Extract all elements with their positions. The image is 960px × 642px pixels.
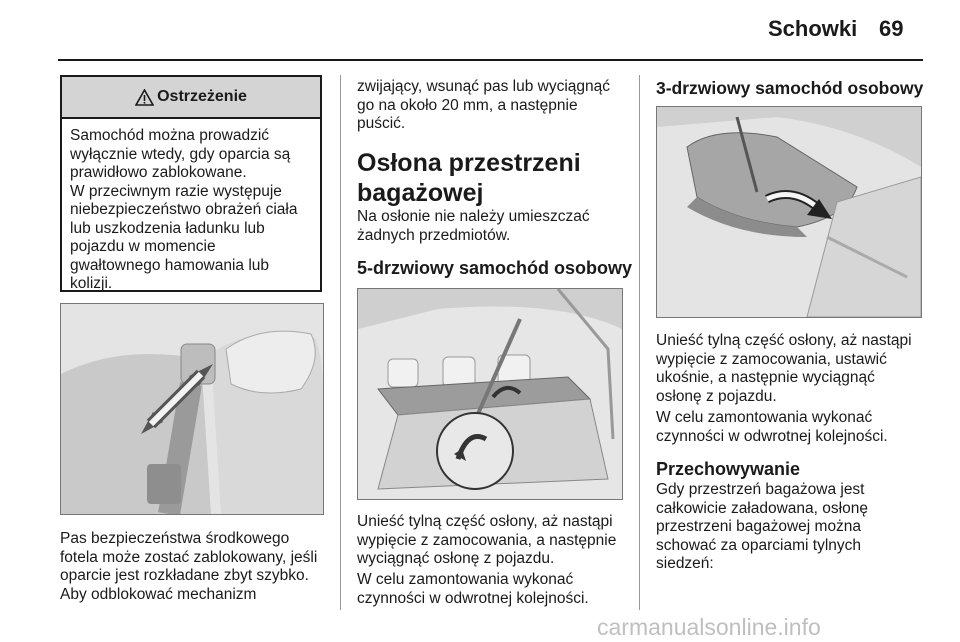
text-line: wypięcie z zamocowania, a następnie xyxy=(357,531,617,549)
text-line: W przeciwnym razie występuje xyxy=(70,182,282,200)
text-line: ukośnie, a następnie wyciągnąć xyxy=(656,369,875,386)
cargo-cover-5door-illustration xyxy=(357,288,623,500)
storage-heading: Przechowywanie xyxy=(656,459,801,479)
text-line: wyłącznie wtedy, gdy oparcia są xyxy=(70,145,291,163)
text-line: Na osłonie nie należy umieszczać xyxy=(357,208,590,225)
text-line: oparcie jest rozkładane zbyt szybko. xyxy=(60,567,309,584)
text-line: Samochód można prowadzić xyxy=(70,127,270,144)
watermark: carmanualsonline.info xyxy=(597,614,821,640)
text-line: schować za oparciami tylnych xyxy=(656,536,862,554)
text-line: Pas bezpieczeństwa środkowego xyxy=(60,530,290,547)
section-heading xyxy=(357,148,581,208)
text-line: prawidłowo zablokowane. xyxy=(70,164,247,181)
paragraph-5door-install xyxy=(357,571,589,608)
text-line: siedzeń: xyxy=(656,555,714,572)
cargo-cover-3door-illustration xyxy=(656,106,922,318)
text-line: gwałtownego hamowania lub xyxy=(70,256,270,274)
text-line: całkowicie załadowana, osłonę xyxy=(656,499,868,517)
text-line: pojazdu w momencie xyxy=(70,238,216,255)
paragraph-5door-remove xyxy=(357,513,616,569)
warning-text xyxy=(62,119,320,294)
text-line: lub uszkodzenia ładunku lub xyxy=(70,219,265,237)
page-header-title: Schowki xyxy=(768,16,858,41)
storage-paragraph xyxy=(656,481,868,574)
page-number: 69 xyxy=(879,16,904,41)
text-line: żadnych przedmiotów. xyxy=(357,226,511,244)
text-line: zwijający, wsunąć pas lub wyciągnąć xyxy=(357,78,610,95)
text-line: Unieść tylną część osłony, aż nastąpi xyxy=(357,513,613,530)
text-line: go na około 20 mm, a następnie xyxy=(357,96,578,114)
text-line: Gdy przestrzeń bagażowa jest xyxy=(656,481,865,498)
paragraph-3door-install xyxy=(656,409,888,446)
text-line: wypięcie z zamocowania, ustawić xyxy=(656,350,887,368)
text-line: fotela może zostać zablokowany, jeśli xyxy=(60,548,318,566)
text-line: Aby odblokować mechanizm xyxy=(60,585,257,603)
note-paragraph xyxy=(357,208,590,245)
seatbelt-illustration xyxy=(60,303,324,515)
intro-paragraph xyxy=(357,78,610,134)
warning-box xyxy=(60,75,322,292)
text-line: W celu zamontowania wykonać xyxy=(656,409,873,426)
warning-header xyxy=(62,77,320,119)
column-divider xyxy=(340,75,341,610)
text-line: wyciągnąć osłonę z pojazdu. xyxy=(357,550,555,567)
text-line: osłonę z pojazdu. xyxy=(656,387,777,405)
text-line: czynności w odwrotnej kolejności. xyxy=(357,589,589,607)
column-divider xyxy=(639,75,640,610)
text-line: W celu zamontowania wykonać xyxy=(357,571,574,588)
text-line: przestrzeni bagażowej można xyxy=(656,518,862,535)
warning-triangle-icon xyxy=(135,89,154,106)
text-line: kolizji. xyxy=(70,275,113,292)
text-line: puścić. xyxy=(357,115,406,132)
text-line: Unieść tylną część osłony, aż nastąpi xyxy=(656,332,912,349)
subheading-3door: 3-drzwiowy samochód osobowy xyxy=(656,78,924,98)
text-line: niebezpieczeństwo obrażeń ciała xyxy=(70,201,298,218)
seatbelt-caption xyxy=(60,530,317,604)
paragraph-3door-remove xyxy=(656,332,912,406)
heading-line: Osłona przestrzeni xyxy=(357,149,581,177)
header-rule xyxy=(58,59,923,61)
text-line: czynności w odwrotnej kolejności. xyxy=(656,427,888,445)
heading-line: bagażowej xyxy=(357,179,484,207)
subheading-5door: 5-drzwiowy samochód osobowy xyxy=(357,258,633,278)
warning-title: Ostrzeżenie xyxy=(157,88,247,105)
